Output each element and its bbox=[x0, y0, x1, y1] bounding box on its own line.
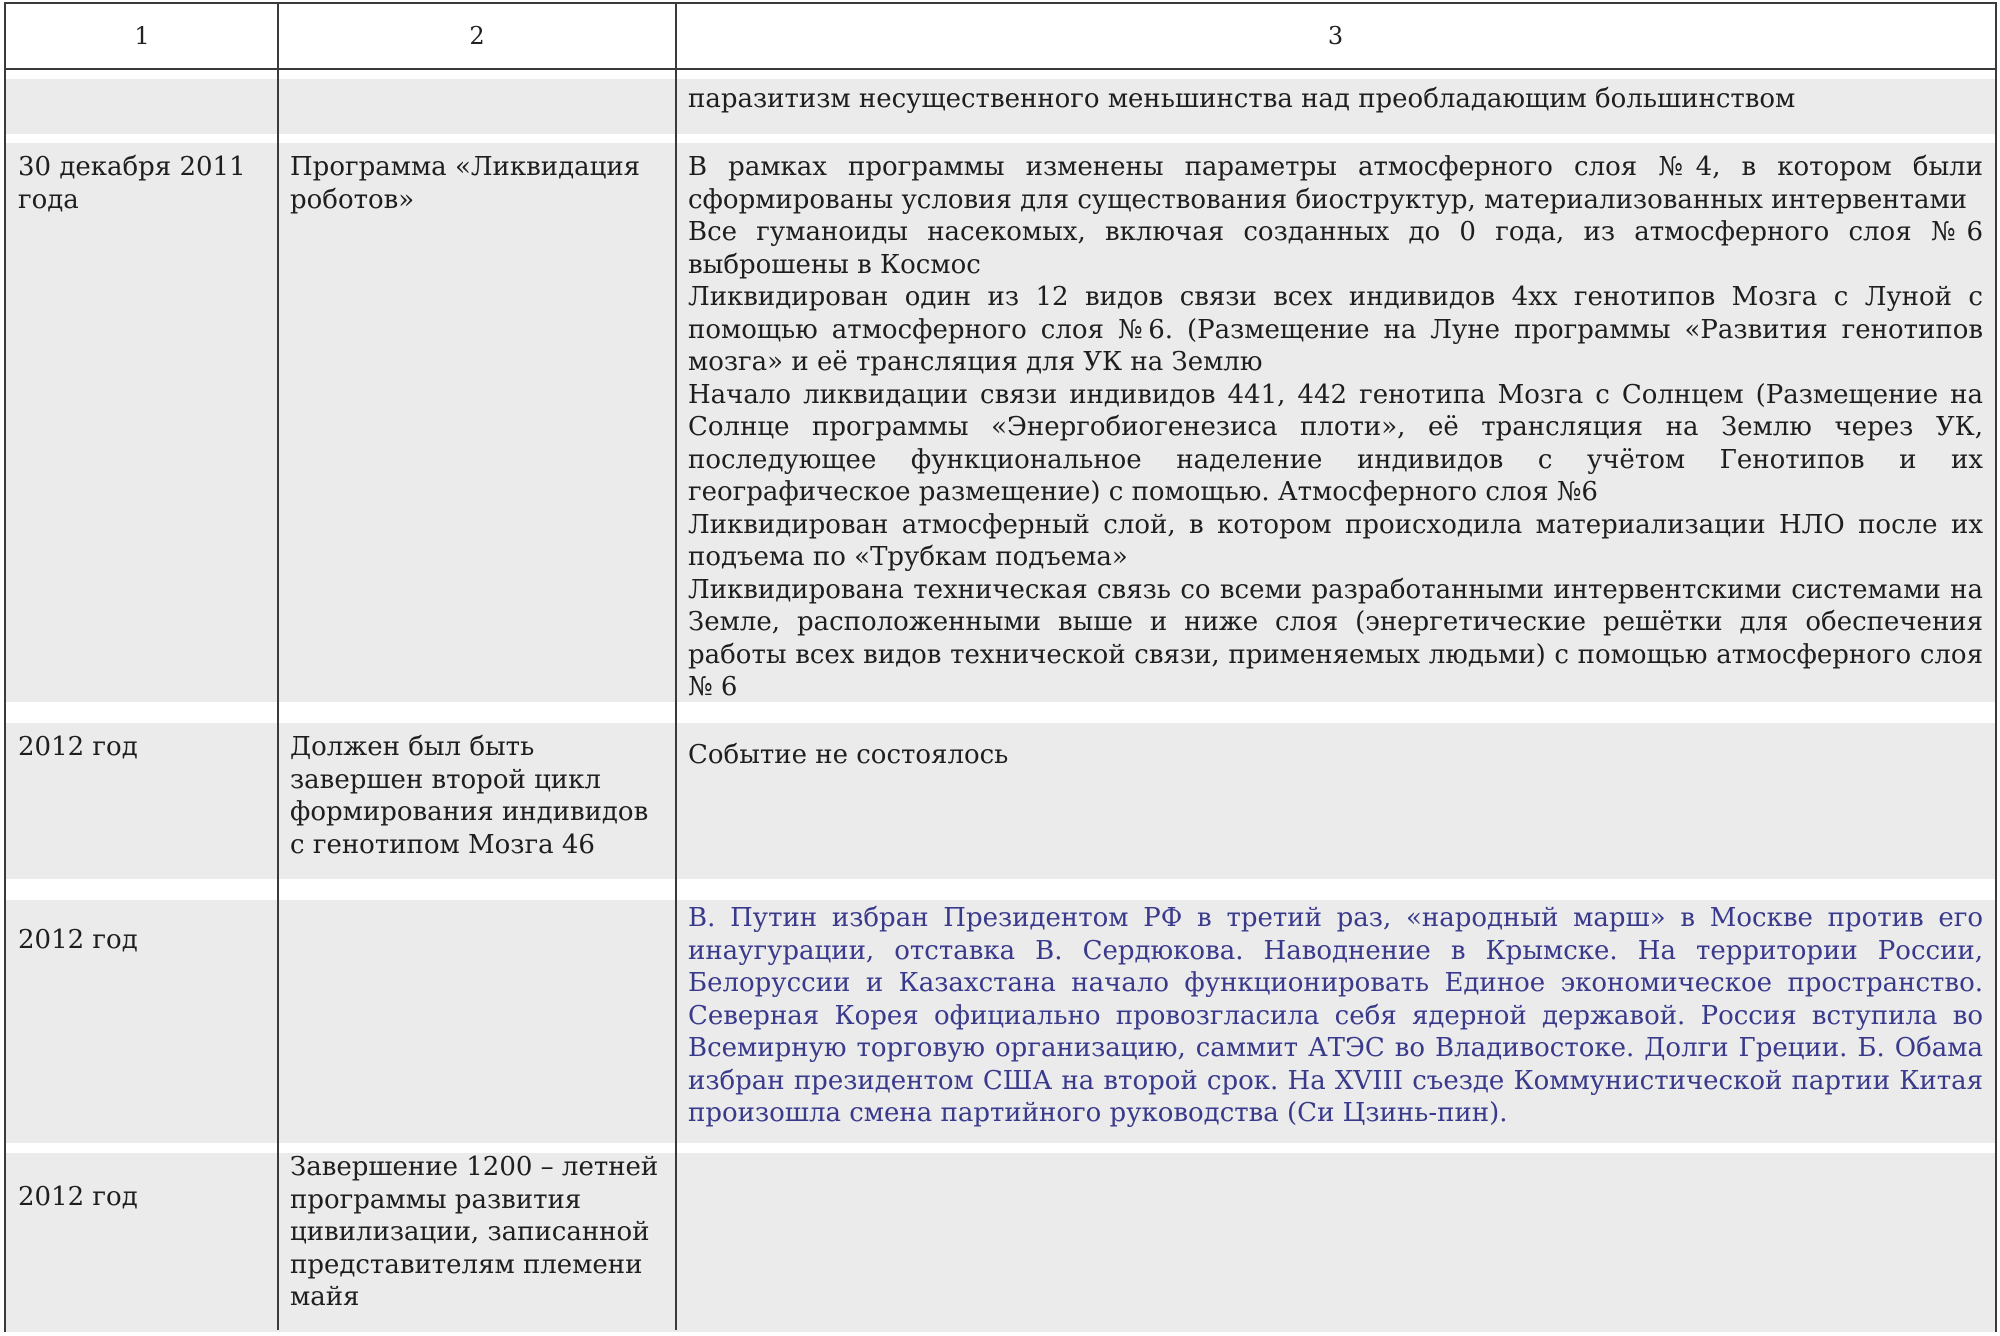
row-date-cell bbox=[6, 1153, 278, 1332]
header-col-3: 3 bbox=[1327, 22, 1344, 50]
event-text: Должен был быть завершен второй цикл формирования индивидов с генотипом Мозга 46 bbox=[290, 732, 649, 860]
description-block bbox=[688, 151, 1983, 704]
row-description-cell bbox=[676, 723, 1995, 879]
event-text: Завершение 1200 – летней программы развития цивилизации, записанной представителям племени майя bbox=[290, 1152, 659, 1312]
row-event-cell bbox=[278, 900, 676, 1143]
row-description-cell bbox=[676, 143, 1995, 702]
description-text: паразитизм несущественного меньшинства над преобладающим большинством bbox=[688, 84, 1796, 114]
description-text: В. Путин избран Президентом РФ в третий раз, «народный марш» в Москве против его инаугурации, отставка В. Сердюкова. Наводнение в Крымске. На территории России, Белоруссии и Казахстана начало функционировать Единое экономическое пространство. Северная Корея официально провозгласила себя ядерной державой. Россия вступила во Всемирную торговую организацию, саммит АТЭС во Владивостоке. Долги Греции. Б. Обама избран президентом США на второй срок. На XVIII съезде Коммунистической партии Китая произошла смена партийного руководства (Си Цзинь-пин). bbox=[688, 903, 1983, 1128]
table-header-row bbox=[6, 4, 1995, 70]
description-paragraph: Все гуманоиды насекомых, включая созданных до 0 года, из атмосферного слоя №6 выброшены в Космос bbox=[688, 217, 1983, 280]
row-date-cell bbox=[6, 723, 278, 879]
column-divider bbox=[277, 4, 279, 1330]
column-divider bbox=[675, 4, 677, 1330]
row-description-cell bbox=[676, 900, 1995, 1143]
description-paragraph: Ликвидирована техническая связь со всеми разработанными интервентскими системами на Земле, расположенными выше и ниже слоя (энергетические решётки для обеспечения работы всех видов технической связи, применяемых людьми) с помощью атмосферного слоя № 6 bbox=[688, 574, 1983, 702]
header-col-1: 1 bbox=[134, 22, 150, 50]
description-paragraph: Ликвидирован атмосферный слой, в котором происходила материализации НЛО после их подъема по «Трубкам подъема» bbox=[688, 509, 1983, 572]
row-event-cell bbox=[278, 79, 676, 134]
row-date-cell bbox=[6, 143, 278, 702]
table-row bbox=[6, 900, 1995, 1143]
timeline-table bbox=[4, 2, 1997, 1332]
table-row bbox=[6, 1153, 1995, 1332]
table-row bbox=[6, 143, 1995, 702]
row-event-cell bbox=[278, 1153, 676, 1332]
description-text: Событие не состоялось bbox=[688, 740, 1009, 770]
row-description-cell bbox=[676, 1153, 1995, 1332]
row-description-cell bbox=[676, 79, 1995, 134]
event-text: Программа «Ликвидация роботов» bbox=[290, 152, 641, 215]
row-date-cell bbox=[6, 79, 278, 134]
date-text: 2012 год bbox=[18, 925, 138, 955]
date-text: 30 декабря 2011 года bbox=[18, 152, 246, 215]
description-paragraph: Начало ликвидации связи индивидов 441, 442 генотипа Мозга с Солнцем (Размещение на Солнце программы «Энергобиогенезиса плоти», её трансляция на Землю через УК, последующее функциональное наделение индивидов с учётом Генотипов и их географическое размещение) с помощью. Атмосферного слоя №6 bbox=[688, 379, 1983, 507]
table-row bbox=[6, 723, 1995, 879]
row-date-cell bbox=[6, 900, 278, 1143]
row-event-cell bbox=[278, 723, 676, 879]
date-text: 2012 год bbox=[18, 1182, 138, 1212]
header-col-2: 2 bbox=[469, 22, 485, 50]
date-text: 2012 год bbox=[18, 732, 138, 762]
row-event-cell bbox=[278, 143, 676, 702]
table-row bbox=[6, 79, 1995, 134]
description-paragraph: В рамках программы изменены параметры атмосферного слоя №4, в котором были сформированы условия для существования биоструктур, материализованных интервентами bbox=[688, 152, 1983, 215]
description-paragraph: Ликвидирован один из 12 видов связи всех индивидов 4хх генотипов Мозга с Луной с помощью атмосферного слоя №6. (Размещение на Луне программы «Развития генотипов мозга» и её трансляция для УК на Землю bbox=[688, 282, 1983, 377]
